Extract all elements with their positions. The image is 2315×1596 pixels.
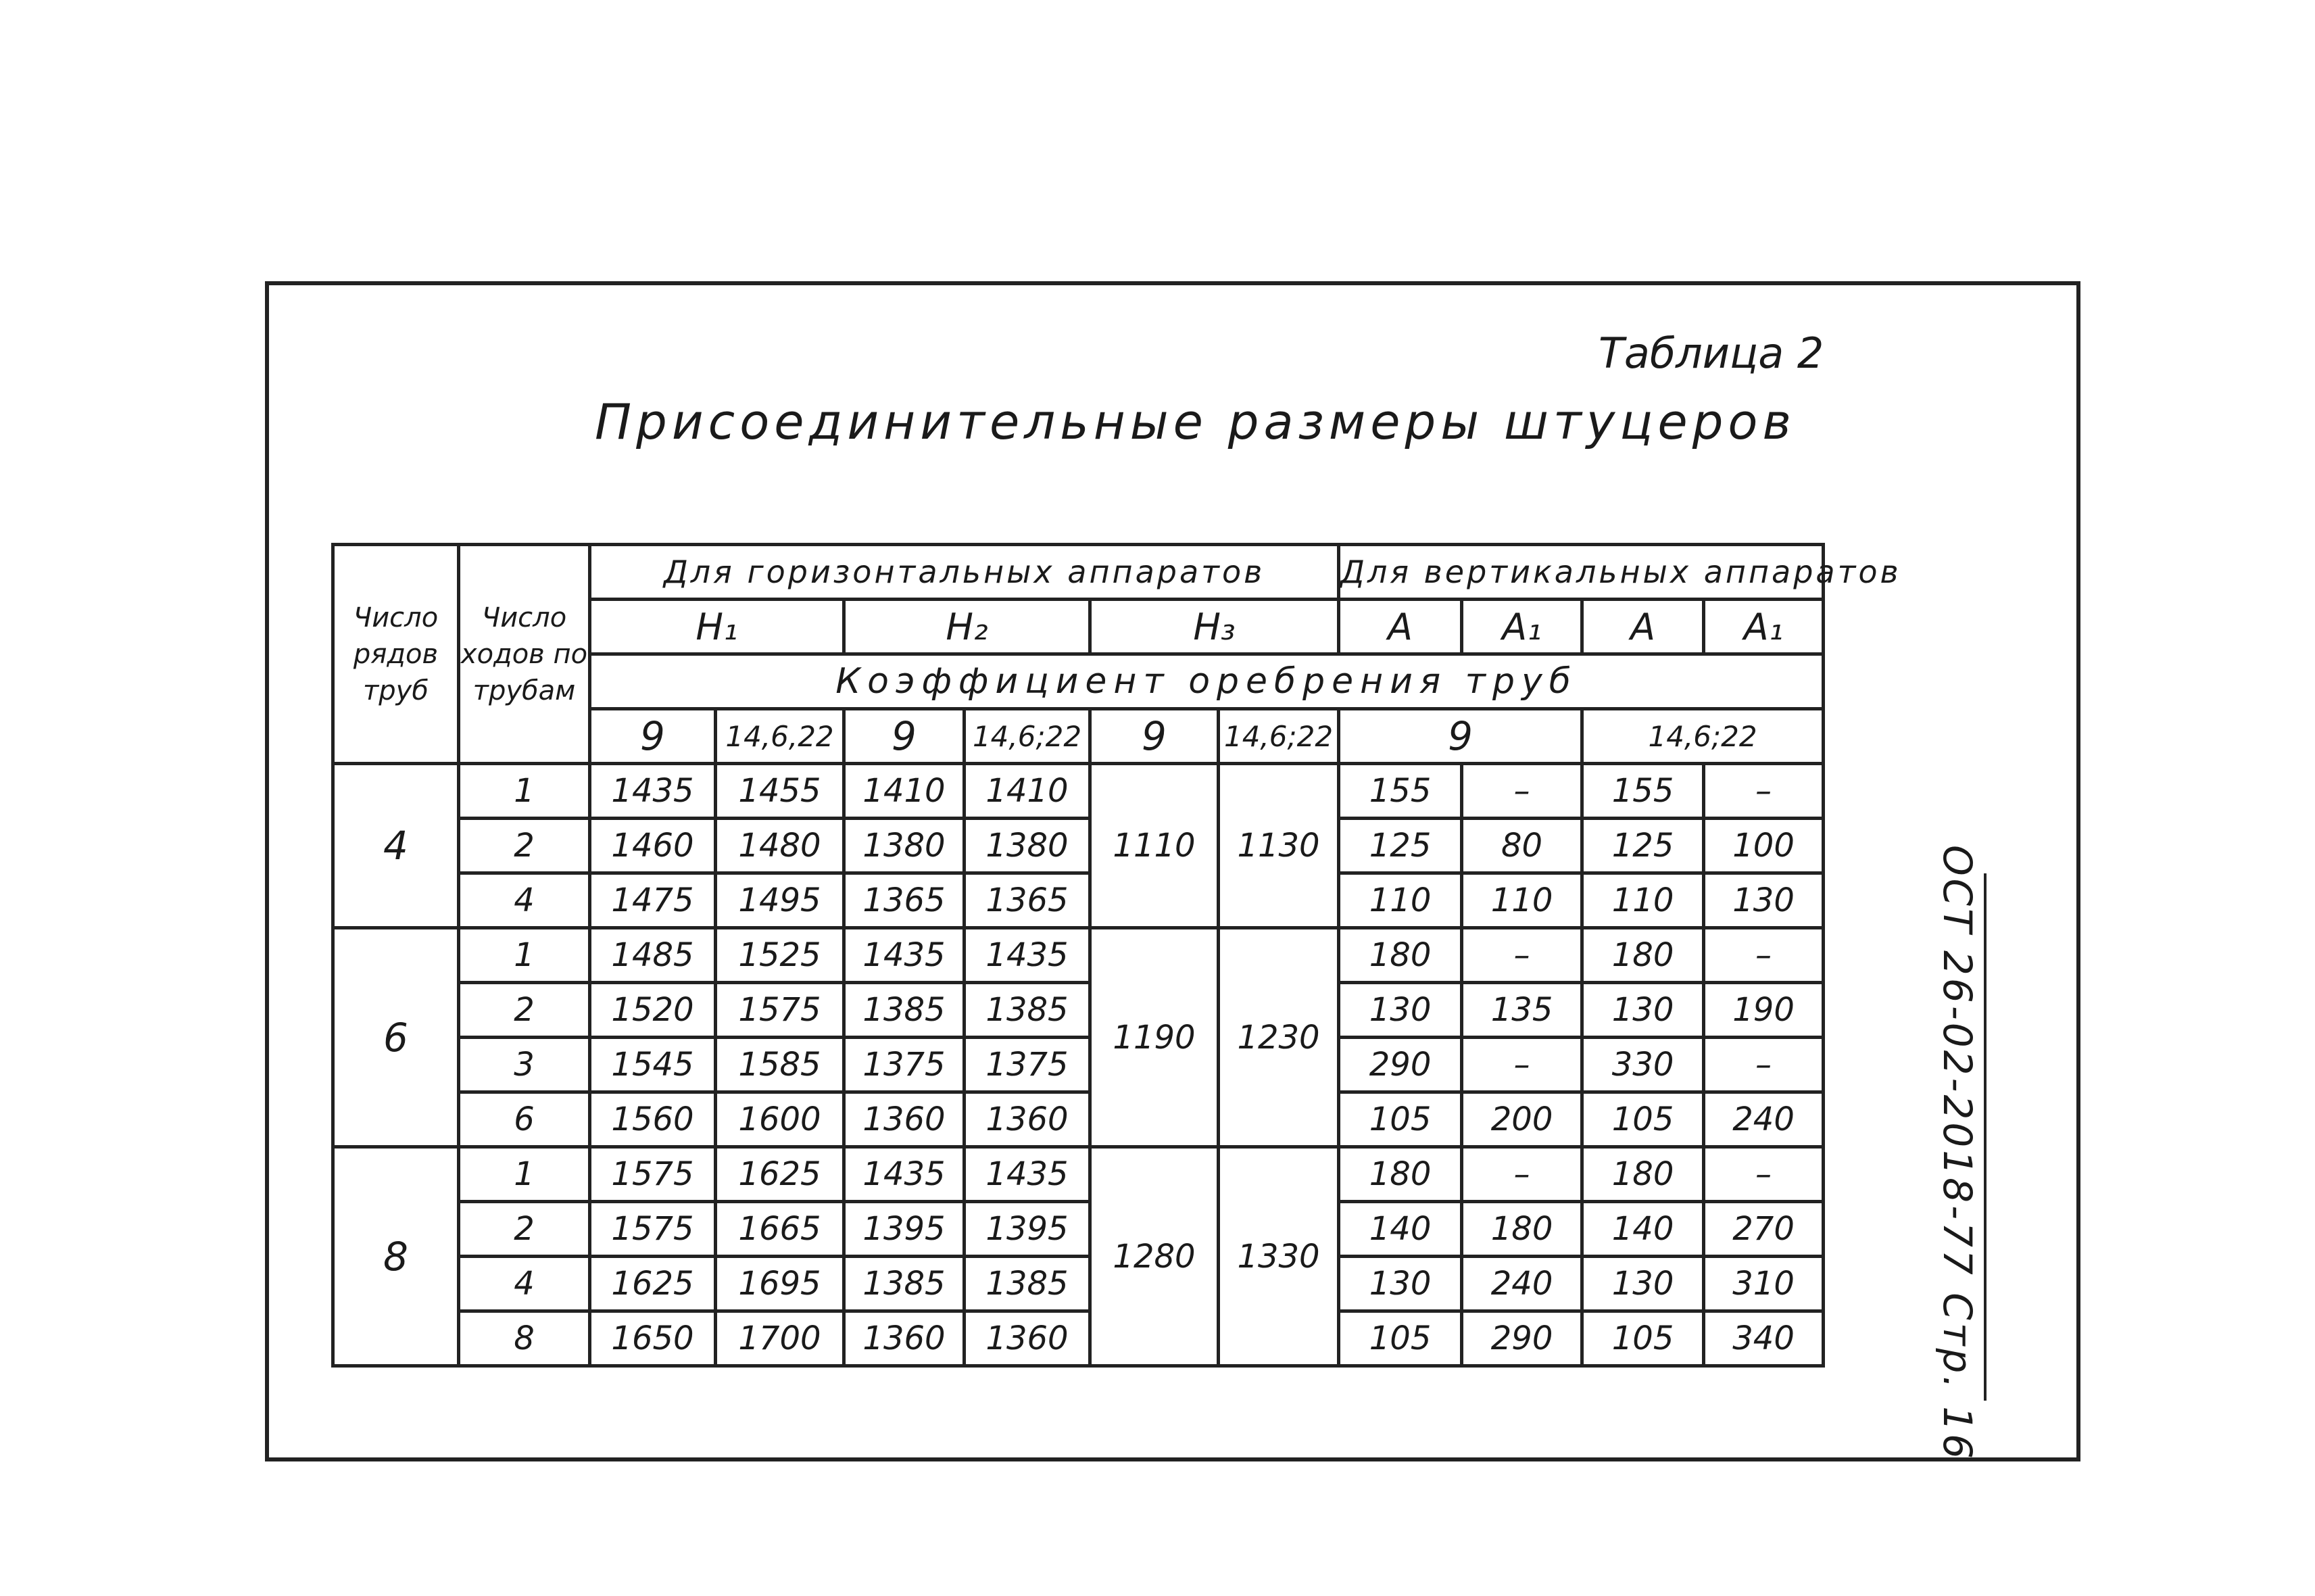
cell-vertical-a1: 180 <box>1462 1202 1582 1257</box>
cell-passes-count: 1 <box>459 764 590 819</box>
cell-passes-count: 6 <box>459 1092 590 1147</box>
cell-h1: 1585 <box>716 1038 844 1092</box>
cell-vertical-a1: – <box>1704 1147 1824 1202</box>
table-row <box>333 1147 1824 1202</box>
cell-passes-count: 4 <box>459 873 590 928</box>
cell-h2: 1385 <box>965 1257 1090 1311</box>
document-code: ОСТ 26-02-2018-77 Стр. 16 <box>1934 845 1980 1462</box>
cell-vertical-a1: – <box>1462 928 1582 983</box>
cell-vertical-a: 130 <box>1339 1257 1462 1311</box>
cell-vertical-a1: – <box>1704 928 1824 983</box>
cell-h3: 1280 <box>1090 1147 1219 1366</box>
cell-vertical-a1: 270 <box>1704 1202 1824 1257</box>
cell-h1: 1600 <box>716 1092 844 1147</box>
cell-vertical-a1: 110 <box>1462 873 1582 928</box>
cell-h2: 1435 <box>844 1147 965 1202</box>
cell-h2: 1435 <box>965 928 1090 983</box>
table-row <box>333 1311 1824 1366</box>
cell-vertical-a: 330 <box>1582 1038 1704 1092</box>
cell-rows-count: 4 <box>333 764 459 928</box>
cell-h1: 1700 <box>716 1311 844 1366</box>
cell-h2: 1360 <box>844 1092 965 1147</box>
cell-h2: 1385 <box>844 1257 965 1311</box>
cell-vertical-a: 110 <box>1582 873 1704 928</box>
cell-h1: 1475 <box>590 873 716 928</box>
header-dim-a1: A₁ <box>1462 600 1582 654</box>
table-row <box>333 1257 1824 1311</box>
cell-h2: 1365 <box>965 873 1090 928</box>
cell-h1: 1460 <box>590 819 716 873</box>
cell-vertical-a1: 240 <box>1462 1257 1582 1311</box>
cell-h1: 1665 <box>716 1202 844 1257</box>
cell-h1: 1625 <box>716 1147 844 1202</box>
cell-vertical-a: 130 <box>1582 983 1704 1038</box>
cell-h2: 1360 <box>844 1311 965 1366</box>
cell-vertical-a: 105 <box>1339 1092 1462 1147</box>
cell-h2: 1365 <box>844 873 965 928</box>
table-row <box>333 873 1824 928</box>
cell-vertical-a: 105 <box>1582 1092 1704 1147</box>
cell-vertical-a: 110 <box>1339 873 1462 928</box>
table-row <box>333 983 1824 1038</box>
cell-h1: 1495 <box>716 873 844 928</box>
cell-passes-count: 2 <box>459 983 590 1038</box>
cell-passes-count: 4 <box>459 1257 590 1311</box>
dimensions-table <box>331 543 1901 1368</box>
cell-vertical-a: 130 <box>1582 1257 1704 1311</box>
cell-vertical-a1: 135 <box>1462 983 1582 1038</box>
cell-h2: 1395 <box>965 1202 1090 1257</box>
cell-h3: 1130 <box>1219 764 1339 928</box>
cell-vertical-a1: – <box>1462 764 1582 819</box>
header-dim-a1: A₁ <box>1704 600 1824 654</box>
header-coef-value: 9 <box>1339 709 1582 764</box>
cell-vertical-a: 155 <box>1339 764 1462 819</box>
table-row <box>333 764 1824 819</box>
cell-h1: 1695 <box>716 1257 844 1311</box>
cell-passes-count: 2 <box>459 1202 590 1257</box>
cell-h2: 1435 <box>844 928 965 983</box>
cell-h3: 1190 <box>1090 928 1219 1147</box>
cell-vertical-a1: – <box>1704 764 1824 819</box>
cell-passes-count: 2 <box>459 819 590 873</box>
cell-h1: 1435 <box>590 764 716 819</box>
table-row <box>333 819 1824 873</box>
cell-h2: 1380 <box>844 819 965 873</box>
header-coef-value: 14,6,22 <box>716 709 844 764</box>
header-passes-count: Число ходов по трубам <box>459 545 590 764</box>
cell-h3: 1330 <box>1219 1147 1339 1366</box>
header-dim-h1: H₁ <box>590 600 844 654</box>
cell-h2: 1385 <box>965 983 1090 1038</box>
side-rule <box>1984 873 1987 1401</box>
cell-vertical-a: 290 <box>1339 1038 1462 1092</box>
cell-vertical-a: 155 <box>1582 764 1704 819</box>
cell-h3: 1230 <box>1219 928 1339 1147</box>
cell-h1: 1520 <box>590 983 716 1038</box>
header-dim-h2: H₂ <box>844 600 1090 654</box>
cell-h2: 1360 <box>965 1311 1090 1366</box>
table-body <box>333 545 1901 1366</box>
cell-h1: 1545 <box>590 1038 716 1092</box>
cell-h1: 1650 <box>590 1311 716 1366</box>
header-rows-count: Число рядов труб <box>333 545 459 764</box>
cell-vertical-a1: 290 <box>1462 1311 1582 1366</box>
cell-h2: 1375 <box>844 1038 965 1092</box>
cell-vertical-a: 105 <box>1339 1311 1462 1366</box>
table-row <box>333 1092 1824 1147</box>
header-coef-value: 14,6;22 <box>965 709 1090 764</box>
cell-h2: 1435 <box>965 1147 1090 1202</box>
header-dim-a: A <box>1582 600 1704 654</box>
cell-h1: 1480 <box>716 819 844 873</box>
header-dim-h3: H₃ <box>1090 600 1339 654</box>
cell-h1: 1575 <box>590 1147 716 1202</box>
cell-rows-count: 8 <box>333 1147 459 1366</box>
cell-h1: 1560 <box>590 1092 716 1147</box>
cell-passes-count: 8 <box>459 1311 590 1366</box>
cell-h1: 1625 <box>590 1257 716 1311</box>
cell-h2: 1360 <box>965 1092 1090 1147</box>
table-number: Таблица 2 <box>1599 329 1824 378</box>
cell-h1: 1525 <box>716 928 844 983</box>
cell-vertical-a: 180 <box>1339 1147 1462 1202</box>
cell-vertical-a: 125 <box>1582 819 1704 873</box>
cell-passes-count: 3 <box>459 1038 590 1092</box>
header-horizontal-apparatus: Для горизонтальных аппаратов <box>590 545 1339 600</box>
header-fin-coefficient: Коэффициент оребрения труб <box>590 654 1824 709</box>
header-coef-value: 14,6;22 <box>1219 709 1339 764</box>
cell-vertical-a: 180 <box>1339 928 1462 983</box>
cell-vertical-a1: 240 <box>1704 1092 1824 1147</box>
cell-vertical-a: 140 <box>1339 1202 1462 1257</box>
cell-vertical-a1: 200 <box>1462 1092 1582 1147</box>
cell-h2: 1410 <box>965 764 1090 819</box>
page-title: Присоединительные размеры штуцеров <box>595 393 1796 450</box>
cell-h2: 1375 <box>965 1038 1090 1092</box>
table-row <box>333 1038 1824 1092</box>
cell-passes-count: 1 <box>459 928 590 983</box>
cell-h1: 1575 <box>716 983 844 1038</box>
cell-h2: 1410 <box>844 764 965 819</box>
table-row <box>333 928 1824 983</box>
cell-h2: 1395 <box>844 1202 965 1257</box>
cell-h1: 1455 <box>716 764 844 819</box>
cell-passes-count: 1 <box>459 1147 590 1202</box>
cell-vertical-a: 180 <box>1582 928 1704 983</box>
cell-vertical-a: 180 <box>1582 1147 1704 1202</box>
cell-h2: 1385 <box>844 983 965 1038</box>
cell-vertical-a1: 130 <box>1704 873 1824 928</box>
cell-vertical-a: 140 <box>1582 1202 1704 1257</box>
cell-vertical-a1: 100 <box>1704 819 1824 873</box>
header-coef-value: 14,6;22 <box>1582 709 1824 764</box>
cell-h3: 1110 <box>1090 764 1219 928</box>
header-coef-value: 9 <box>590 709 716 764</box>
header-coef-value: 9 <box>1090 709 1219 764</box>
cell-vertical-a: 105 <box>1582 1311 1704 1366</box>
cell-vertical-a1: 80 <box>1462 819 1582 873</box>
cell-vertical-a: 130 <box>1339 983 1462 1038</box>
cell-h1: 1485 <box>590 928 716 983</box>
cell-vertical-a: 125 <box>1339 819 1462 873</box>
cell-vertical-a1: 310 <box>1704 1257 1824 1311</box>
cell-vertical-a1: – <box>1462 1038 1582 1092</box>
header-coef-value: 9 <box>844 709 965 764</box>
table-row <box>333 1202 1824 1257</box>
header-vertical-apparatus: Для вертикальных аппаратов <box>1339 545 1824 600</box>
header-row-groups <box>333 545 1824 600</box>
cell-h1: 1575 <box>590 1202 716 1257</box>
cell-vertical-a1: – <box>1704 1038 1824 1092</box>
cell-vertical-a1: – <box>1462 1147 1582 1202</box>
cell-h2: 1380 <box>965 819 1090 873</box>
cell-rows-count: 6 <box>333 928 459 1147</box>
cell-vertical-a1: 340 <box>1704 1311 1824 1366</box>
cell-vertical-a1: 190 <box>1704 983 1824 1038</box>
header-dim-a: A <box>1339 600 1462 654</box>
